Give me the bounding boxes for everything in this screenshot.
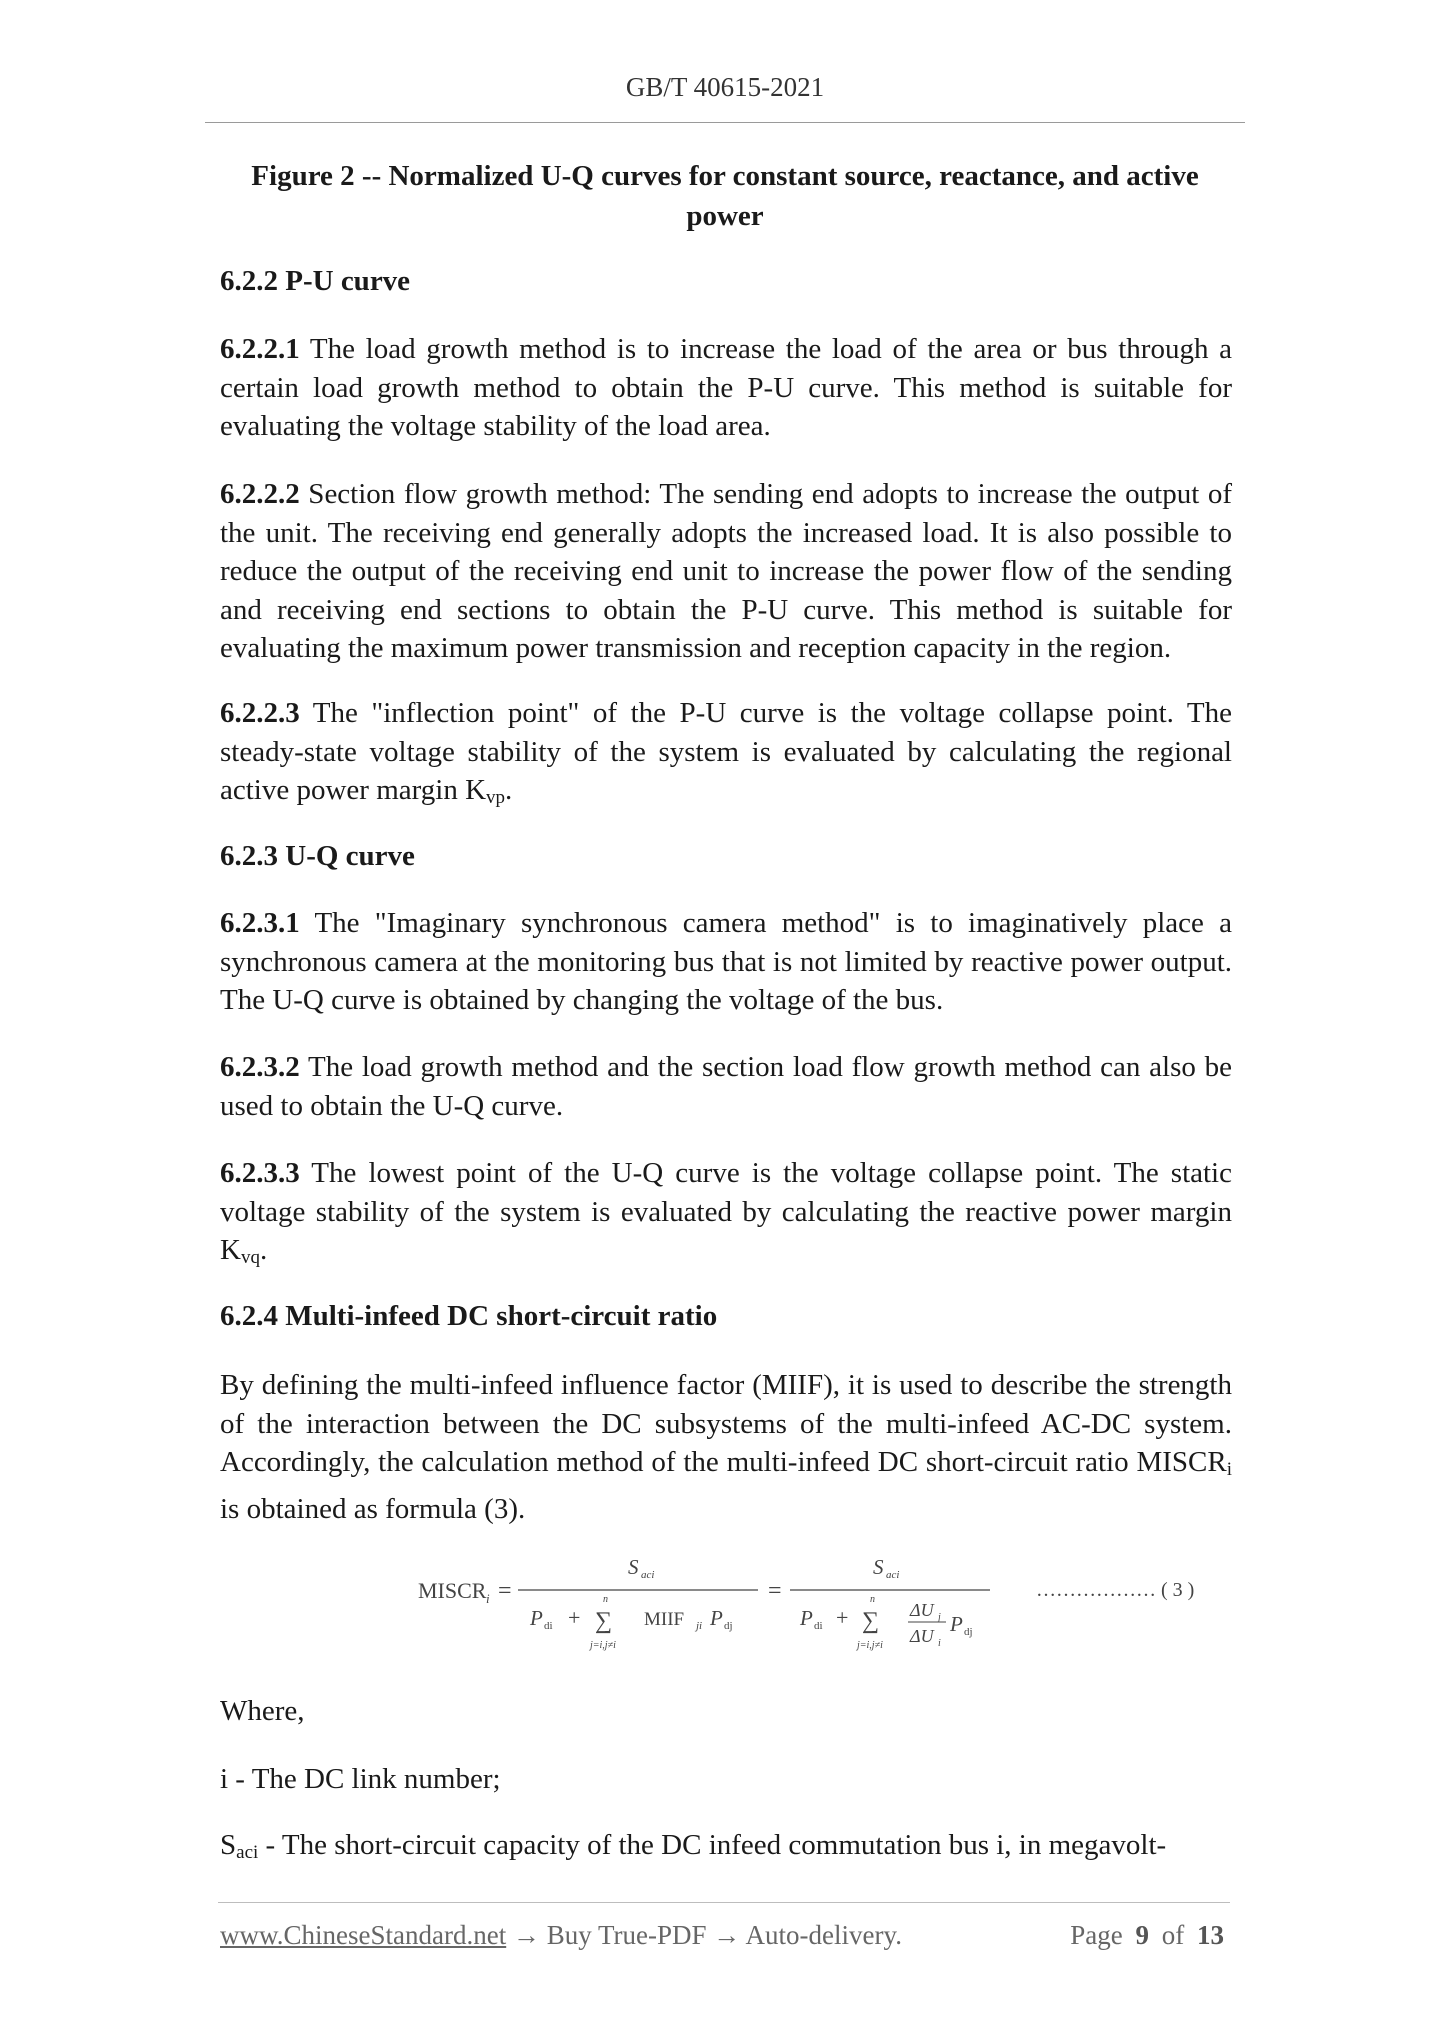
den-plus: + — [568, 1605, 581, 1630]
page-indicator — [1070, 1920, 1230, 1951]
clause-text: The load growth method and the section load flow growth method can also be used to obtain the U-Q curve. — [220, 1051, 1232, 1122]
clause-text: The "inflection point" of the P-U curve is the voltage collapse point. The steady-state voltage stability of the system is evaluated by calculating the regional active power margin K — [220, 697, 1232, 806]
heading-6-2-2: 6.2.2 P-U curve — [220, 265, 411, 297]
clause-number: 6.2.3.2 — [220, 1051, 300, 1083]
sum2-top: n — [870, 1594, 875, 1605]
formula-eq-1: = — [498, 1578, 512, 1604]
page-number: 9 — [1135, 1920, 1149, 1950]
figure-title: Figure 2 -- Normalized U-Q curves for constant source, reactance, and active power — [251, 160, 1199, 232]
clause-number: 6.2.3.1 — [220, 907, 300, 939]
subscript-vq: vq — [240, 1247, 260, 1268]
paragraph-6-2-2-3 — [220, 694, 1232, 818]
clause-number: 6.2.3.3 — [220, 1157, 300, 1189]
formula-lhs-sub: i — [486, 1591, 490, 1606]
paragraph-text: By defining the multi-infeed influence factor (MIIF), it is used to describe the strength of the interaction between the DC subsystems of the multi-infeed AC-DC system. Accordingly, the calculation method of the multi-infeed DC short-circuit ratio MISCR — [220, 1369, 1232, 1478]
clause-text: The lowest point of the U-Q curve is the voltage collapse point. The static voltage stability of the system is evaluated by calculating the reactive power margin K — [220, 1157, 1232, 1266]
paragraph-6-2-3-1 — [220, 904, 1232, 1020]
page-label: Page — [1070, 1920, 1123, 1950]
subscript-i: i — [1226, 1459, 1232, 1480]
page-total: 13 — [1197, 1920, 1224, 1950]
paragraph-6-2-2-2 — [220, 475, 1232, 668]
symbol-s-sub: aci — [236, 1842, 259, 1863]
heading-6-2-4: 6.2.4 Multi-infeed DC short-circuit ratio — [220, 1300, 718, 1332]
clause-text: The "Imaginary synchronous camera method" is to imaginatively place a synchronous camera at the monitoring bus that is not limited by reactive power output. The U-Q curve is obtained by changing the voltage of the bus. — [220, 907, 1232, 1016]
paragraph-6-2-2-1 — [220, 330, 1232, 446]
miif-sub: ji — [696, 1620, 703, 1632]
den-p: P — [530, 1606, 543, 1630]
miif-term: MIIF — [644, 1609, 685, 1630]
clause-end: . — [259, 1234, 268, 1266]
numerator2-s-sub: aci — [886, 1569, 900, 1581]
footer-promo: → Buy True-PDF → Auto-delivery. — [506, 1920, 902, 1950]
footer-divider — [218, 1902, 1230, 1903]
header-divider — [205, 122, 1245, 123]
den2-plus: + — [836, 1605, 849, 1630]
paragraph-6-2-4 — [220, 1366, 1232, 1528]
definition-i: i - The DC link number; — [220, 1763, 501, 1795]
sum2-bottom: j=i,j≠i — [857, 1640, 883, 1651]
den2-p2-sub: dj — [964, 1626, 973, 1638]
du-numerator: ΔU — [910, 1600, 934, 1620]
den-p-sub: di — [544, 1620, 553, 1632]
page-of: of — [1161, 1920, 1185, 1950]
du-denominator-sub: i — [938, 1638, 941, 1649]
den2-p2: P — [950, 1612, 963, 1636]
document-id-header: GB/T 40615-2021 — [625, 72, 825, 102]
numerator-s-sub: aci — [641, 1569, 655, 1581]
formula-eq-2: = — [768, 1578, 782, 1604]
clause-number: 6.2.2.1 — [220, 333, 300, 365]
numerator2-s: S — [873, 1555, 884, 1579]
site-link[interactable]: www.ChineseStandard.net — [220, 1920, 507, 1950]
subscript-vp: vp — [486, 787, 506, 808]
where-label: Where, — [220, 1695, 305, 1727]
clause-text: The load growth method is to increase the load of the area or bus through a certain load growth method to obtain the P-U curve. This method is suitable for evaluating the voltage stability of the load area. — [220, 333, 1232, 442]
heading-6-2-3: 6.2.3 U-Q curve — [220, 840, 415, 872]
symbol-s: S — [220, 1829, 237, 1861]
den-p2: P — [710, 1606, 723, 1630]
sigma-symbol: ∑ — [595, 1608, 613, 1634]
formula-3 — [418, 1540, 1238, 1660]
clause-text: Section flow growth method: The sending end adopts to increase the output of the unit. The receiving end generally adopts the increased load. It is also possible to reduce the output of the receiving end unit to increase the power flow of the sending and receiving end sections to obtain the P-U curve. This method is suitable for evaluating the maximum power transmission and reception capacity in the region. — [220, 478, 1232, 664]
den2-p: P — [800, 1606, 813, 1630]
sum-top: n — [603, 1594, 608, 1605]
den2-p-sub: di — [814, 1620, 823, 1632]
page-footer — [220, 1920, 1230, 1951]
clause-end: . — [505, 774, 513, 806]
sum-bottom: j=i,j≠i — [590, 1640, 616, 1651]
paragraph-6-2-3-2 — [220, 1048, 1232, 1125]
paragraph-6-2-3-3 — [220, 1154, 1232, 1278]
definition-saci — [220, 1826, 1232, 1873]
clause-number: 6.2.2.3 — [220, 697, 300, 729]
numerator-s: S — [628, 1555, 639, 1579]
definition-text: - The short-circuit capacity of the DC infeed commutation bus i, in megavolt- — [258, 1829, 1167, 1861]
formula-lhs: MISCR — [418, 1578, 487, 1603]
formula-graphic — [418, 1540, 1238, 1660]
sigma2-symbol: ∑ — [862, 1608, 880, 1634]
equation-number: ……………… ( 3 ) — [1036, 1579, 1195, 1601]
paragraph-end: is obtained as formula (3). — [220, 1492, 526, 1525]
du-numerator-sub: j — [938, 1612, 941, 1623]
den-p2-sub: dj — [724, 1620, 733, 1632]
clause-number: 6.2.2.2 — [220, 478, 300, 510]
du-denominator: ΔU — [910, 1626, 934, 1646]
